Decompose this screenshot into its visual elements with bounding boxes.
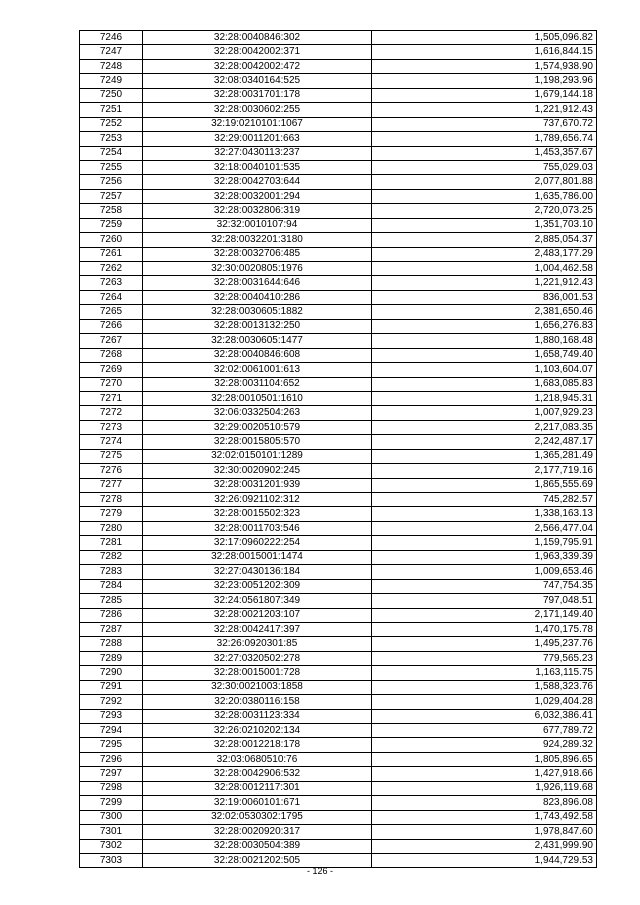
table-row <box>80 45 597 59</box>
row-number-cell: 7302 <box>80 839 143 853</box>
table-row <box>80 103 597 117</box>
cadastral-number-cell: 32:29:0020510:579 <box>143 420 372 434</box>
table-row <box>80 622 597 636</box>
row-number-cell: 7286 <box>80 608 143 622</box>
row-number-cell: 7284 <box>80 579 143 593</box>
table-row <box>80 88 597 102</box>
cadastral-number-cell: 32:28:0031201:939 <box>143 478 372 492</box>
row-number-cell: 7253 <box>80 132 143 146</box>
value-cell: 1,007,929.23 <box>372 406 597 420</box>
table-row <box>80 550 597 564</box>
cadastral-number-cell: 32:28:0021202:505 <box>143 853 372 867</box>
value-cell: 1,365,281.49 <box>372 449 597 463</box>
row-number-cell: 7251 <box>80 103 143 117</box>
table-row <box>80 160 597 174</box>
cadastral-number-cell: 32:29:0011201:663 <box>143 132 372 146</box>
row-number-cell: 7292 <box>80 695 143 709</box>
value-cell: 1,944,729.53 <box>372 853 597 867</box>
row-number-cell: 7279 <box>80 507 143 521</box>
row-number-cell: 7270 <box>80 377 143 391</box>
cadastral-number-cell: 32:28:0031123:334 <box>143 709 372 723</box>
page-number: - 126 - <box>306 866 333 876</box>
row-number-cell: 7301 <box>80 825 143 839</box>
value-cell: 2,381,650.46 <box>372 305 597 319</box>
cadastral-number-cell: 32:28:0031701:178 <box>143 88 372 102</box>
row-number-cell: 7288 <box>80 637 143 651</box>
cadastral-number-cell: 32:28:0031644:646 <box>143 276 372 290</box>
cadastral-number-cell: 32:28:0040846:302 <box>143 31 372 45</box>
cadastral-number-cell: 32:28:0012218:178 <box>143 738 372 752</box>
value-cell: 1,029,404.28 <box>372 695 597 709</box>
row-number-cell: 7262 <box>80 262 143 276</box>
value-cell: 1,505,096.82 <box>372 31 597 45</box>
table-row <box>80 810 597 824</box>
table-row <box>80 464 597 478</box>
value-cell: 1,338,163.13 <box>372 507 597 521</box>
cadastral-number-cell: 32:28:0021203:107 <box>143 608 372 622</box>
value-cell: 2,217,083.35 <box>372 420 597 434</box>
row-number-cell: 7273 <box>80 420 143 434</box>
table-row <box>80 348 597 362</box>
row-number-cell: 7282 <box>80 550 143 564</box>
value-cell: 1,679,144.18 <box>372 88 597 102</box>
value-cell: 747,754.35 <box>372 579 597 593</box>
table-row <box>80 262 597 276</box>
cadastral-number-cell: 32:28:0040410:286 <box>143 290 372 304</box>
value-cell: 1,683,085.83 <box>372 377 597 391</box>
value-cell: 797,048.51 <box>372 594 597 608</box>
cadastral-number-cell: 32:28:0011703:546 <box>143 521 372 535</box>
row-number-cell: 7303 <box>80 853 143 867</box>
table-row <box>80 594 597 608</box>
table-row <box>80 507 597 521</box>
cadastral-number-cell: 32:02:0061001:613 <box>143 363 372 377</box>
value-cell: 2,171,149.40 <box>372 608 597 622</box>
cadastral-number-cell: 32:28:0030504:389 <box>143 839 372 853</box>
row-number-cell: 7265 <box>80 305 143 319</box>
table-row <box>80 680 597 694</box>
table-row <box>80 608 597 622</box>
value-cell: 755,029.03 <box>372 160 597 174</box>
cadastral-number-cell: 32:03:0680510:76 <box>143 752 372 766</box>
table-row <box>80 825 597 839</box>
table-row <box>80 796 597 810</box>
value-cell: 1,963,339.39 <box>372 550 597 564</box>
row-number-cell: 7258 <box>80 204 143 218</box>
value-cell: 823,896.08 <box>372 796 597 810</box>
cadastral-number-cell: 32:26:0920301:85 <box>143 637 372 651</box>
cadastral-number-cell: 32:28:0042703:644 <box>143 175 372 189</box>
row-number-cell: 7260 <box>80 233 143 247</box>
value-cell: 1,198,293.96 <box>372 74 597 88</box>
cadastral-number-cell: 32:28:0030605:1882 <box>143 305 372 319</box>
row-number-cell: 7250 <box>80 88 143 102</box>
value-cell: 737,670.72 <box>372 117 597 131</box>
table-row <box>80 218 597 232</box>
table-row <box>80 204 597 218</box>
row-number-cell: 7295 <box>80 738 143 752</box>
value-cell: 2,242,487.17 <box>372 435 597 449</box>
table-row <box>80 305 597 319</box>
cadastral-number-cell: 32:28:0015805:570 <box>143 435 372 449</box>
cadastral-number-cell: 32:23:0051202:309 <box>143 579 372 593</box>
table-row <box>80 651 597 665</box>
value-cell: 1,635,786.00 <box>372 189 597 203</box>
cadastral-number-cell: 32:20:0380116:158 <box>143 695 372 709</box>
cadastral-number-cell: 32:19:0060101:671 <box>143 796 372 810</box>
value-cell: 779,565.23 <box>372 651 597 665</box>
cadastral-number-cell: 32:28:0042002:472 <box>143 59 372 73</box>
row-number-cell: 7248 <box>80 59 143 73</box>
table-row <box>80 449 597 463</box>
row-number-cell: 7259 <box>80 218 143 232</box>
value-cell: 2,177,719.16 <box>372 464 597 478</box>
value-cell: 1,495,237.76 <box>372 637 597 651</box>
table-row <box>80 146 597 160</box>
value-cell: 924,289.32 <box>372 738 597 752</box>
value-cell: 1,221,912.43 <box>372 103 597 117</box>
value-cell: 2,720,073.25 <box>372 204 597 218</box>
row-number-cell: 7289 <box>80 651 143 665</box>
value-cell: 677,789.72 <box>372 724 597 738</box>
table-row <box>80 290 597 304</box>
value-cell: 2,566,477.04 <box>372 521 597 535</box>
cadastral-number-cell: 32:28:0015001:728 <box>143 666 372 680</box>
cadastral-number-cell: 32:18:0040101:535 <box>143 160 372 174</box>
row-number-cell: 7256 <box>80 175 143 189</box>
cadastral-number-cell: 32:28:0013132:250 <box>143 319 372 333</box>
value-cell: 745,282.57 <box>372 493 597 507</box>
cadastral-number-cell: 32:28:0031104:652 <box>143 377 372 391</box>
table-row <box>80 695 597 709</box>
value-cell: 1,616,844.15 <box>372 45 597 59</box>
row-number-cell: 7285 <box>80 594 143 608</box>
cadastral-number-cell: 32:28:0032706:485 <box>143 247 372 261</box>
value-cell: 1,588,323.76 <box>372 680 597 694</box>
value-cell: 1,789,656.74 <box>372 132 597 146</box>
table-row <box>80 839 597 853</box>
value-cell: 1,427,918.66 <box>372 767 597 781</box>
cadastral-value-table <box>79 30 597 868</box>
table-row <box>80 247 597 261</box>
row-number-cell: 7278 <box>80 493 143 507</box>
row-number-cell: 7271 <box>80 391 143 405</box>
row-number-cell: 7299 <box>80 796 143 810</box>
table-row <box>80 74 597 88</box>
value-cell: 836,001.53 <box>372 290 597 304</box>
cadastral-number-cell: 32:30:0020902:245 <box>143 464 372 478</box>
cadastral-number-cell: 32:28:0040846:608 <box>143 348 372 362</box>
table-row <box>80 189 597 203</box>
row-number-cell: 7276 <box>80 464 143 478</box>
value-cell: 2,431,999.90 <box>372 839 597 853</box>
table-row <box>80 666 597 680</box>
table-row <box>80 781 597 795</box>
cadastral-number-cell: 32:24:0561807:349 <box>143 594 372 608</box>
table-row <box>80 59 597 73</box>
cadastral-number-cell: 32:28:0042906:532 <box>143 767 372 781</box>
row-number-cell: 7294 <box>80 724 143 738</box>
row-number-cell: 7293 <box>80 709 143 723</box>
value-cell: 6,032,386.41 <box>372 709 597 723</box>
value-cell: 1,103,604.07 <box>372 363 597 377</box>
table-row <box>80 478 597 492</box>
row-number-cell: 7300 <box>80 810 143 824</box>
row-number-cell: 7249 <box>80 74 143 88</box>
table-row <box>80 406 597 420</box>
cadastral-number-cell: 32:28:0042417:397 <box>143 622 372 636</box>
row-number-cell: 7283 <box>80 565 143 579</box>
row-number-cell: 7261 <box>80 247 143 261</box>
value-cell: 1,865,555.69 <box>372 478 597 492</box>
table-row <box>80 377 597 391</box>
value-cell: 1,658,749.40 <box>372 348 597 362</box>
value-cell: 1,163,115.75 <box>372 666 597 680</box>
table-row <box>80 391 597 405</box>
cadastral-number-cell: 32:28:0012117:301 <box>143 781 372 795</box>
row-number-cell: 7266 <box>80 319 143 333</box>
value-cell: 1,805,896.65 <box>372 752 597 766</box>
table-row <box>80 738 597 752</box>
row-number-cell: 7267 <box>80 334 143 348</box>
value-cell: 1,470,175.78 <box>372 622 597 636</box>
value-cell: 2,077,801.88 <box>372 175 597 189</box>
cadastral-number-cell: 32:28:0015001:1474 <box>143 550 372 564</box>
cadastral-number-cell: 32:28:0010501:1610 <box>143 391 372 405</box>
table-row <box>80 132 597 146</box>
cadastral-number-cell: 32:02:0150101:1289 <box>143 449 372 463</box>
cadastral-number-cell: 32:28:0032201:3180 <box>143 233 372 247</box>
cadastral-number-cell: 32:28:0020920:317 <box>143 825 372 839</box>
row-number-cell: 7290 <box>80 666 143 680</box>
cadastral-number-cell: 32:26:0921102:312 <box>143 493 372 507</box>
table-row <box>80 117 597 131</box>
row-number-cell: 7274 <box>80 435 143 449</box>
row-number-cell: 7275 <box>80 449 143 463</box>
table-row <box>80 521 597 535</box>
value-cell: 1,004,462.58 <box>372 262 597 276</box>
value-cell: 1,574,938.90 <box>372 59 597 73</box>
value-cell: 1,978,847.60 <box>372 825 597 839</box>
value-cell: 1,351,703.10 <box>372 218 597 232</box>
value-cell: 2,885,054.37 <box>372 233 597 247</box>
table-body <box>80 31 597 868</box>
cadastral-number-cell: 32:28:0032001:294 <box>143 189 372 203</box>
row-number-cell: 7246 <box>80 31 143 45</box>
table-row <box>80 276 597 290</box>
row-number-cell: 7254 <box>80 146 143 160</box>
cadastral-number-cell: 32:28:0032806:319 <box>143 204 372 218</box>
table-row <box>80 435 597 449</box>
row-number-cell: 7263 <box>80 276 143 290</box>
table-row <box>80 565 597 579</box>
cadastral-number-cell: 32:28:0030602:255 <box>143 103 372 117</box>
table-row <box>80 536 597 550</box>
table-row <box>80 709 597 723</box>
table-row <box>80 31 597 45</box>
cadastral-number-cell: 32:19:0210101:1067 <box>143 117 372 131</box>
cadastral-number-cell: 32:28:0015502:323 <box>143 507 372 521</box>
row-number-cell: 7268 <box>80 348 143 362</box>
row-number-cell: 7291 <box>80 680 143 694</box>
cadastral-number-cell: 32:08:0340164:525 <box>143 74 372 88</box>
value-cell: 1,221,912.43 <box>372 276 597 290</box>
cadastral-number-cell: 32:28:0030605:1477 <box>143 334 372 348</box>
row-number-cell: 7281 <box>80 536 143 550</box>
row-number-cell: 7257 <box>80 189 143 203</box>
row-number-cell: 7264 <box>80 290 143 304</box>
table-row <box>80 334 597 348</box>
table-row <box>80 233 597 247</box>
value-cell: 1,656,276.83 <box>372 319 597 333</box>
value-cell: 1,743,492.58 <box>372 810 597 824</box>
cadastral-number-cell: 32:30:0020805:1976 <box>143 262 372 276</box>
table-row <box>80 319 597 333</box>
cadastral-number-cell: 32:17:0960222:254 <box>143 536 372 550</box>
table-row <box>80 420 597 434</box>
value-cell: 1,218,945.31 <box>372 391 597 405</box>
table-row <box>80 493 597 507</box>
table-row <box>80 724 597 738</box>
value-cell: 1,159,795.91 <box>372 536 597 550</box>
cadastral-number-cell: 32:26:0210202:134 <box>143 724 372 738</box>
table-row <box>80 175 597 189</box>
cadastral-number-cell: 32:30:0021003:1858 <box>143 680 372 694</box>
row-number-cell: 7280 <box>80 521 143 535</box>
cadastral-number-cell: 32:02:0530302:1795 <box>143 810 372 824</box>
row-number-cell: 7272 <box>80 406 143 420</box>
row-number-cell: 7252 <box>80 117 143 131</box>
row-number-cell: 7287 <box>80 622 143 636</box>
cadastral-number-cell: 32:27:0320502:278 <box>143 651 372 665</box>
value-cell: 2,483,177.29 <box>372 247 597 261</box>
row-number-cell: 7277 <box>80 478 143 492</box>
table-row <box>80 579 597 593</box>
row-number-cell: 7269 <box>80 363 143 377</box>
row-number-cell: 7247 <box>80 45 143 59</box>
cadastral-number-cell: 32:27:0430136:184 <box>143 565 372 579</box>
value-cell: 1,926,119.68 <box>372 781 597 795</box>
table-row <box>80 637 597 651</box>
row-number-cell: 7297 <box>80 767 143 781</box>
row-number-cell: 7255 <box>80 160 143 174</box>
cadastral-number-cell: 32:28:0042002:371 <box>143 45 372 59</box>
table-row <box>80 752 597 766</box>
row-number-cell: 7298 <box>80 781 143 795</box>
table-row <box>80 363 597 377</box>
cadastral-number-cell: 32:32:0010107:94 <box>143 218 372 232</box>
cadastral-number-cell: 32:27:0430113:237 <box>143 146 372 160</box>
table-row <box>80 767 597 781</box>
cadastral-number-cell: 32:06:0332504:263 <box>143 406 372 420</box>
value-cell: 1,453,357.67 <box>372 146 597 160</box>
value-cell: 1,009,653.46 <box>372 565 597 579</box>
row-number-cell: 7296 <box>80 752 143 766</box>
value-cell: 1,880,168.48 <box>372 334 597 348</box>
